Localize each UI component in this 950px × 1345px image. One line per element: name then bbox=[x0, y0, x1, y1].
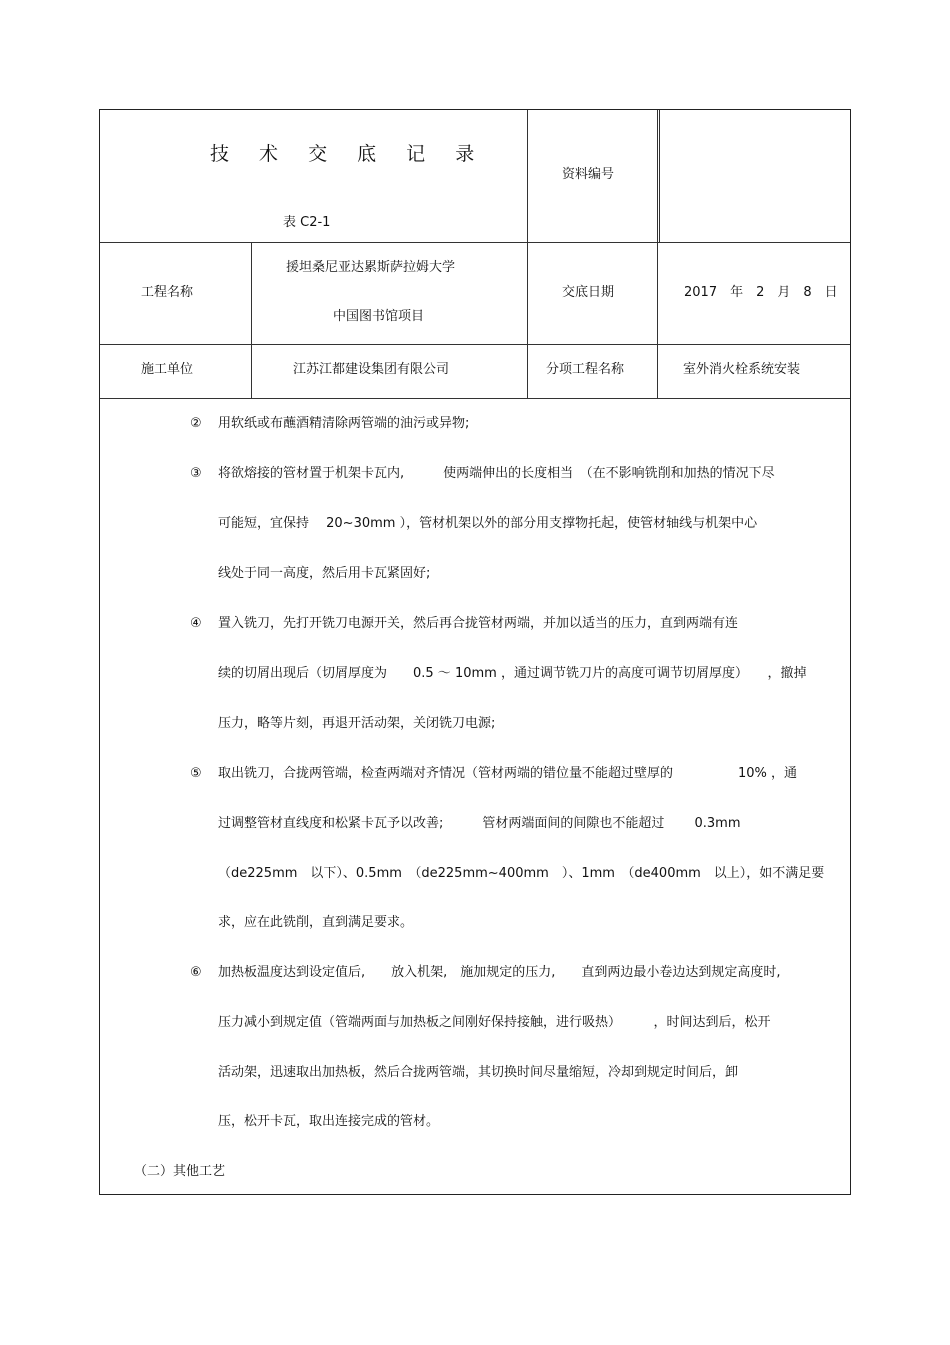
subitem-value: 室外消火栓系统安装 bbox=[683, 362, 801, 377]
date-label: 交底日期 bbox=[562, 285, 615, 300]
step-marker: ② bbox=[190, 416, 202, 431]
col-divider-main bbox=[527, 110, 528, 398]
step-text-line: 压力，略等片刻，再退开活动架，关闭铣刀电源; bbox=[218, 716, 496, 731]
project-name-line1: 援坦桑尼亚达累斯萨拉姆大学 bbox=[286, 260, 456, 275]
step-marker: ⑤ bbox=[190, 766, 202, 781]
row-divider-2 bbox=[100, 344, 850, 345]
step-text-line: 置入铣刀，先打开铣刀电源开关，然后再合拢管材两端，并加以适当的压力，直到两端有连 bbox=[218, 616, 739, 631]
disclosure-form bbox=[99, 109, 851, 1195]
section-heading-other: （二）其他工艺 bbox=[134, 1164, 226, 1179]
step-text-line: 用软纸或布蘸酒精清除两管端的油污或异物; bbox=[218, 416, 470, 431]
step-text-line: 取出铣刀，合拢两管端，检查两端对齐情况（管材两端的错位量不能超过壁厚的 10% ，通 bbox=[218, 766, 798, 781]
step-text-line: 可能短，宜保持 20~30mm ），管材机架以外的部分用支撑物托起，使管材轴线与机架中心 bbox=[218, 516, 758, 531]
date-value: 2017 年 2 月 8 日 bbox=[684, 285, 838, 300]
col-divider-value bbox=[657, 110, 658, 398]
step-text-line: 加热板温度达到设定值后, 放入机架, 施加规定的压力, 直到两边最小卷边达到规定高度时, bbox=[218, 965, 781, 980]
step-text-line: （de225mm 以下）、0.5mm （de225mm~400mm ）、1mm （de400mm 以上），如不满足要 bbox=[218, 866, 825, 881]
contractor-label: 施工单位 bbox=[141, 362, 194, 377]
step-marker: ③ bbox=[190, 466, 202, 481]
project-name-line2: 中国图书馆项目 bbox=[333, 309, 425, 324]
doc-no-label: 资料编号 bbox=[562, 167, 615, 182]
step-text-line: 续的切屑出现后（切屑厚度为 0.5 ～ 10mm ，通过调节铣刀片的高度可调节切屑厚度） ，撤掉 bbox=[218, 666, 807, 681]
step-text-line: 求，应在此铣削，直到满足要求。 bbox=[218, 915, 414, 930]
form-title: 技 术 交 底 记 录 bbox=[210, 143, 487, 165]
step-marker: ⑥ bbox=[190, 965, 202, 980]
step-text-line: 压力减小到规定值（管端两面与加热板之间刚好保持接触，进行吸热） ，时间达到后，松开 bbox=[218, 1015, 771, 1030]
step-marker: ④ bbox=[190, 616, 202, 631]
contractor-value: 江苏江都建设集团有限公司 bbox=[293, 362, 450, 377]
col-divider-label bbox=[251, 242, 252, 398]
step-text-line: 将欲熔接的管材置于机架卡瓦内, 使两端伸出的长度相当 （在不影响铣削和加热的情况下尽 bbox=[218, 466, 775, 481]
step-text-line: 线处于同一高度，然后用卡瓦紧固好; bbox=[218, 566, 431, 581]
project-label: 工程名称 bbox=[141, 285, 194, 300]
row-divider-1 bbox=[100, 242, 850, 243]
step-text-line: 活动架，迅速取出加热板，然后合拢两管端，其切换时间尽量缩短，冷却到规定时间后，卸 bbox=[218, 1065, 739, 1080]
form-code: 表 C2-1 bbox=[283, 215, 331, 230]
step-text-line: 压，松开卡瓦，取出连接完成的管材。 bbox=[218, 1114, 440, 1129]
subitem-label: 分项工程名称 bbox=[546, 362, 625, 377]
step-text-line: 过调整管材直线度和松紧卡瓦予以改善; 管材两端面间的间隙也不能超过 0.3mm bbox=[218, 816, 741, 831]
row-divider-3 bbox=[100, 398, 850, 399]
col-divider-value-double bbox=[659, 110, 660, 242]
